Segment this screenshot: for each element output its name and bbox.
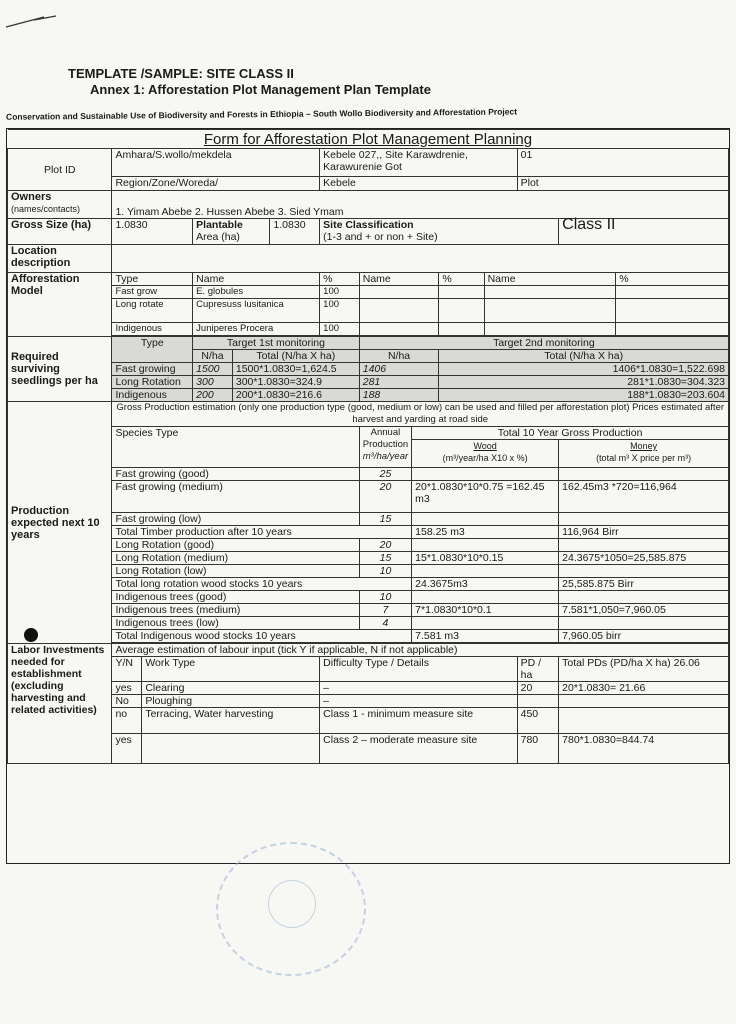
prod-wood: 7*1.0830*10*0.1	[412, 604, 559, 617]
plot-value: 01	[517, 149, 728, 177]
labor-diff: Class 1 - minimum measure site	[320, 708, 517, 734]
seed-n1: 300	[193, 376, 233, 389]
labor-diff: –	[320, 695, 517, 708]
prod-name: Long Rotation (low)	[112, 565, 359, 578]
prod-val: 20	[359, 481, 411, 513]
prod-name: Long Rotation (good)	[112, 539, 359, 552]
prod-money: 7,960.05 birr	[559, 630, 729, 643]
labor-yn: yes	[112, 734, 142, 764]
aff-type: Long rotate	[112, 299, 193, 323]
official-stamp-center	[268, 880, 316, 928]
aff-name: Juniperes Procera	[193, 323, 320, 336]
seed-t2: 281*1.0830=304.323	[439, 376, 729, 389]
seed-type: Indigenous	[112, 389, 193, 402]
prod-money: 116,964 Birr	[559, 526, 729, 539]
prod-val: 20	[359, 539, 411, 552]
prod-wood	[412, 468, 559, 481]
labor-work: Clearing	[142, 682, 320, 695]
prod-wood: 7.581 m3	[412, 630, 559, 643]
seed-t1: 1500*1.0830=1,624.5	[232, 363, 359, 376]
seed-type: Fast growing	[112, 363, 193, 376]
labor-work	[142, 734, 320, 764]
aff-header-type: Type	[112, 273, 193, 286]
labor-header-work: Work Type	[142, 657, 320, 682]
annual-header: Annual Production m³/ha/year	[359, 427, 411, 468]
seedlings-label: Required surviving seedlings per ha	[8, 337, 112, 402]
plantable-area-label: Plantable Area (ha)	[193, 219, 270, 245]
aff-pct: 100	[320, 323, 360, 336]
owners-value: 1. Yimam Abebe 2. Hussen Abebe 3. Sied Ymam	[112, 191, 729, 219]
labor-yn: yes	[112, 682, 142, 695]
location-value	[112, 245, 729, 273]
total-header: Total (N/ha X ha)	[232, 350, 359, 363]
prod-money	[559, 539, 729, 552]
prod-name: Fast growing (low)	[112, 513, 359, 526]
prod-wood: 158.25 m3	[412, 526, 559, 539]
prod-name: Indigenous trees (medium)	[112, 604, 359, 617]
prod-wood	[412, 565, 559, 578]
labor-header-pd: PD / ha	[517, 657, 559, 682]
project-line: Conservation and Sustainable Use of Biodiversity and Forests in Ethiopia – South Wollo Biodiversity and Afforestation Project	[5, 106, 518, 122]
aff-header-pct2: %	[439, 273, 484, 286]
kebele-value: Kebele 027,, Site Karawdrenie, Karawurenie Got	[320, 149, 517, 177]
aff-type: Indigenous	[112, 323, 193, 336]
location-label: Location description	[8, 245, 112, 273]
prod-money	[559, 591, 729, 604]
aff-header-name: Name	[193, 273, 320, 286]
prod-money	[559, 565, 729, 578]
seed-n1: 200	[193, 389, 233, 402]
plantable-value: 1.0830	[270, 219, 320, 245]
kebele-label: Kebele	[320, 177, 517, 191]
wood-header: Wood (m³/year/ha X10 x %)	[412, 440, 559, 468]
prod-name: Indigenous trees (low)	[112, 617, 359, 630]
money-header: Money (total m³ X price per m³)	[559, 440, 729, 468]
labor-intro: Average estimation of labour input (tick Y if applicable, N if not applicable)	[112, 644, 729, 657]
prod-wood	[412, 513, 559, 526]
aff-header-name2: Name	[359, 273, 439, 286]
seed-n1: 1500	[193, 363, 233, 376]
prod-money	[559, 468, 729, 481]
labor-label: Labor Investments needed for establishment (excluding harvesting and related activities)	[8, 644, 112, 764]
labor-total: 780*1.0830=844.74	[559, 734, 729, 764]
labor-work: Ploughing	[142, 695, 320, 708]
seed-n2: 1406	[359, 363, 439, 376]
plot-label: Plot	[517, 177, 728, 191]
prod-money	[559, 513, 729, 526]
prod-money: 162.45m3 *720=116,964	[559, 481, 729, 513]
seed-type: Long Rotation	[112, 376, 193, 389]
labor-total	[559, 708, 729, 734]
aff-type: Fast grow	[112, 286, 193, 299]
production-intro: Gross Production estimation (only one production type (good, medium or low) can be used and filled per afforestation plot) Prices estimated after harvest and yarding at road side	[112, 402, 729, 427]
prod-wood	[412, 617, 559, 630]
prod-wood	[412, 591, 559, 604]
annex-heading: Annex 1: Afforestation Plot Management Plan Template	[90, 82, 431, 97]
prod-name: Long Rotation (medium)	[112, 552, 359, 565]
species-type-header: Species Type	[112, 427, 359, 468]
labor-yn: No	[112, 695, 142, 708]
aff-header-pct3: %	[616, 273, 729, 286]
prod-val: 25	[359, 468, 411, 481]
labor-total: 20*1.0830= 21.66	[559, 682, 729, 695]
aff-pct: 100	[320, 299, 360, 323]
labor-diff: Class 2 – moderate measure site	[320, 734, 517, 764]
site-class-label: Site Classification (1-3 and + or non + Site)	[320, 219, 559, 245]
aff-name: E. globules	[193, 286, 320, 299]
prod-money	[559, 617, 729, 630]
production-label: Production expected next 10 years	[8, 402, 112, 644]
total-header2: Total (N/ha X ha)	[439, 350, 729, 363]
labor-header-diff: Difficulty Type / Details	[320, 657, 517, 682]
prod-money: 7.581*1,050=7,960.05	[559, 604, 729, 617]
region-label: Region/Zone/Woreda/	[112, 177, 320, 191]
prod-money: 25,585.875 Birr	[559, 578, 729, 591]
total10-header: Total 10 Year Gross Production	[412, 427, 729, 440]
labor-diff: –	[320, 682, 517, 695]
labor-header-total: Total PDs (PD/ha X ha) 26.06	[559, 657, 729, 682]
labor-pd	[517, 695, 559, 708]
plot-id-label: Plot ID	[8, 149, 112, 191]
seed-t1: 300*1.0830=324.9	[232, 376, 359, 389]
afforestation-label: Afforestation Model	[8, 273, 112, 337]
labor-pd: 20	[517, 682, 559, 695]
seed-t1: 200*1.0830=216.6	[232, 389, 359, 402]
aff-header-pct: %	[320, 273, 360, 286]
labor-header-yn: Y/N	[112, 657, 142, 682]
labor-total	[559, 695, 729, 708]
form-document	[6, 128, 730, 864]
seed-t2: 1406*1.0830=1,522.698	[439, 363, 729, 376]
prod-name: Total Timber production after 10 years	[112, 526, 412, 539]
nha-header: N/ha	[193, 350, 233, 363]
prod-wood: 15*1.0830*10*0.15	[412, 552, 559, 565]
seed-n2: 188	[359, 389, 439, 402]
gross-size-value: 1.0830	[112, 219, 193, 245]
labor-work: Terracing, Water harvesting	[142, 708, 320, 734]
seed-n2: 281	[359, 376, 439, 389]
prod-name: Total Indigenous wood stocks 10 years	[112, 630, 412, 643]
template-heading: TEMPLATE /SAMPLE: SITE CLASS II	[68, 66, 294, 81]
labor-yn: no	[112, 708, 142, 734]
target1-header: Target 1st monitoring	[193, 337, 360, 350]
prod-name: Fast growing (good)	[112, 468, 359, 481]
prod-wood: 20*1.0830*10*0.75 =162.45 m3	[412, 481, 559, 513]
owners-label: Owners (names/contacts)	[8, 191, 112, 219]
prod-money: 24.3675*1050=25,585.875	[559, 552, 729, 565]
target2-header: Target 2nd monitoring	[359, 337, 728, 350]
prod-val: 10	[359, 565, 411, 578]
prod-wood: 24.3675m3	[412, 578, 559, 591]
seed-t2: 188*1.0830=203.604	[439, 389, 729, 402]
seed-type-header: Type	[112, 337, 193, 363]
site-class-value: Class II	[559, 219, 729, 245]
prod-name: Fast growing (medium)	[112, 481, 359, 513]
prod-val: 15	[359, 513, 411, 526]
prod-wood	[412, 539, 559, 552]
form-table	[7, 129, 729, 764]
aff-header-name3: Name	[484, 273, 616, 286]
prod-val: 4	[359, 617, 411, 630]
aff-name: Cupresuss lusitanica	[193, 299, 320, 323]
prod-val: 10	[359, 591, 411, 604]
nha-header2: N/ha	[359, 350, 439, 363]
labor-pd: 450	[517, 708, 559, 734]
prod-name: Indigenous trees (good)	[112, 591, 359, 604]
prod-val: 15	[359, 552, 411, 565]
labor-pd: 780	[517, 734, 559, 764]
aff-pct: 100	[320, 286, 360, 299]
gross-size-label: Gross Size (ha)	[8, 219, 112, 245]
prod-name: Total long rotation wood stocks 10 years	[112, 578, 412, 591]
prod-val: 7	[359, 604, 411, 617]
pen-mark	[4, 14, 58, 30]
region-value: Amhara/S.wollo/mekdela	[112, 149, 320, 177]
form-title: Form for Afforestation Plot Management Planning	[8, 130, 729, 149]
